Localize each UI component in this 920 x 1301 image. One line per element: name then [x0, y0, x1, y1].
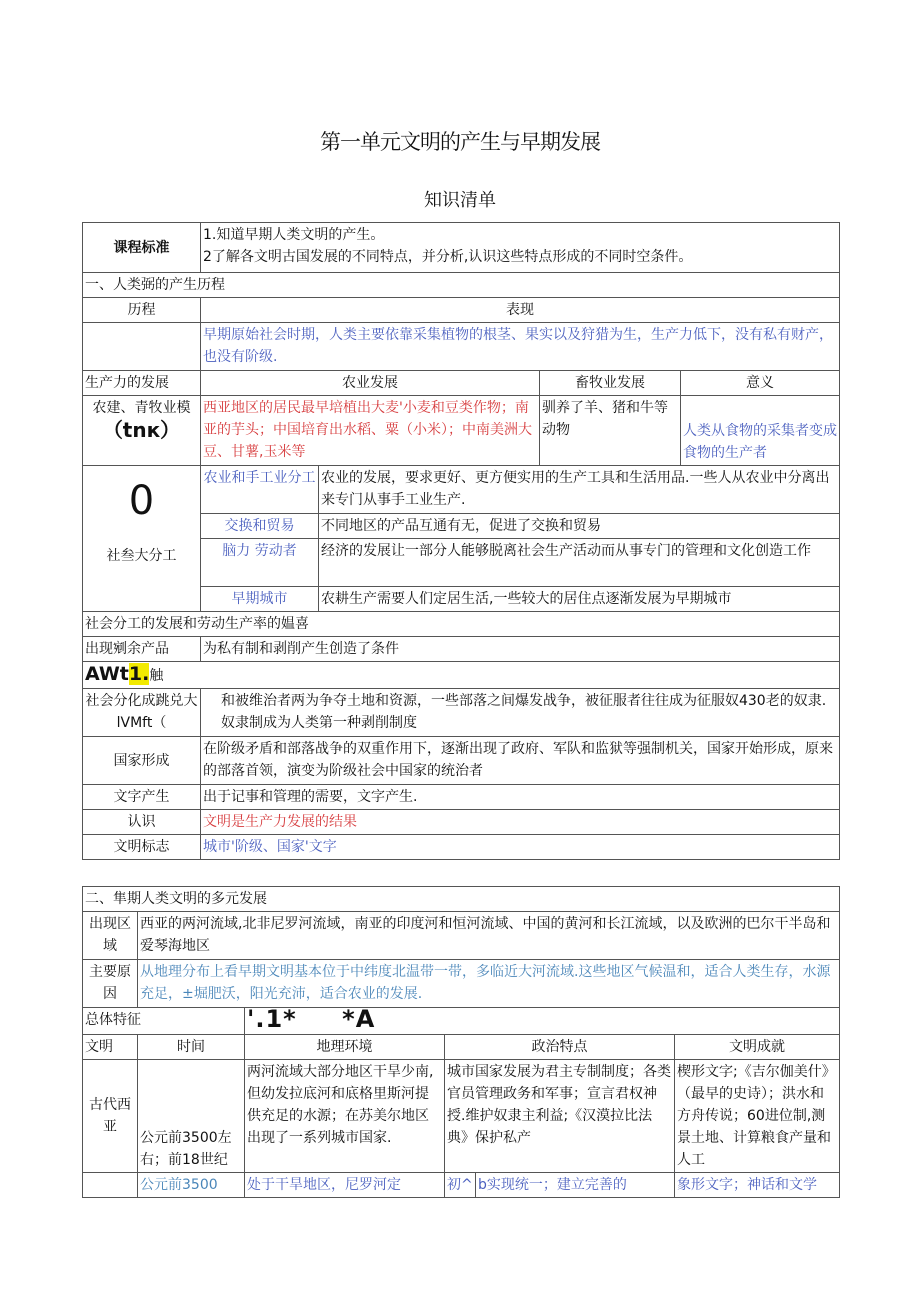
west-asia-name: 古代西亚	[83, 1060, 138, 1173]
egypt-politics: b实现统一；建立完善的	[476, 1173, 675, 1198]
egypt-mid: 初^	[445, 1173, 476, 1198]
agri-label-code: （tnк）	[102, 418, 181, 442]
garbled-row	[83, 662, 840, 689]
section-2-heading: 二、隼期人类文明的多元发展	[83, 887, 840, 912]
west-asia-achievement: 楔形文字;《吉尔伽美什》（最早的史诗）；洪水和方舟传说；60进位制,测景土地、计算粮食产量和人工	[675, 1060, 840, 1173]
class-text: 和被维治者两为争夺土地和资源，一些部落之间爆发战争，被征服者往往成为征服奴430老的奴隶.奴隶制成为人类第一种剥削制度	[201, 689, 840, 737]
knowledge-table-1	[82, 222, 840, 860]
state-text: 在阶级矛盾和部落战争的双重作用下，逐渐出现了政府、军队和监狱等强制机关，国家开始形成，原来的部落首领，演变为阶级社会中国家的统治者	[201, 737, 840, 785]
meaning-text: 人类从食物的采集者变成食物的生产者	[681, 396, 840, 466]
area-text: 西亚的两河流域,北非尼罗河流域，南亚的印度河和恒河流域、中国的黄河和长江流域，以及欧洲的巴尔干半岛和爱琴海地区	[138, 912, 840, 960]
west-asia-time: 公元前3500左右；前18世纪	[138, 1060, 245, 1173]
garbled-mark-b: *A	[342, 1007, 376, 1033]
header-meaning: 意义	[681, 371, 840, 396]
writing-text: 出于记事和管理的需要，文字产生.	[201, 785, 840, 810]
standard-label: 课程标准	[83, 223, 201, 273]
section-1-heading: 一、人类弼的产生历程	[83, 273, 840, 298]
div-text-4: 农耕生产需要人们定居生活,一些较大的居住点逐渐发展为早期城市	[319, 587, 840, 612]
egypt-name-cell	[83, 1173, 138, 1198]
agri-text: 西亚地区的居民最早培植出大麦'小麦和豆类作物；南亚的芋头；中国培育出水稻、粟（小米）；中南美洲大豆、甘薯,玉米等	[201, 396, 540, 466]
writing-label: 文字产生	[83, 785, 201, 810]
productivity-label: 生产力的发展	[83, 371, 201, 396]
standard-text	[201, 223, 840, 273]
division-label: 社叁大分工	[106, 548, 177, 564]
egypt-time: 公元前3500	[138, 1173, 245, 1198]
header-civ: 文明	[83, 1035, 138, 1060]
standard-line-1: 1.知道早期人类文明的产生。	[203, 227, 385, 243]
knowledge-text: 文明是生产力发展的结果	[201, 810, 840, 835]
page-subtitle: 知识清单	[424, 190, 496, 211]
header-achievement: 文明成就	[675, 1035, 840, 1060]
header-geo: 地理环境	[245, 1035, 445, 1060]
mark-text: 城市'阶级、国家'文字	[201, 835, 840, 860]
early-society-text: 早期原始社会时期，人类主要依靠采集植物的根茎、果实以及狩猎为生，生产力低下，没有私有财产，也没有阶级.	[201, 323, 840, 371]
general-label-cell	[83, 1008, 245, 1035]
early-empty-cell	[83, 323, 201, 371]
surplus-label: 出现剜余产品	[83, 637, 201, 662]
area-label: 出现区域	[83, 912, 138, 960]
reason-label: 主要原因	[83, 960, 138, 1008]
knowledge-table-2	[82, 886, 840, 1198]
surplus-text: 为私有制和剥削产生创造了条件	[201, 637, 840, 662]
state-label: 国家形成	[83, 737, 201, 785]
class-label: 社会分化成跳兑大lVMft（	[83, 689, 201, 737]
egypt-achievement: 象形文字；神话和文学	[675, 1173, 840, 1198]
egypt-geo: 处于干旱地区，尼罗河定	[245, 1173, 445, 1198]
div-name-4: 早期城市	[201, 587, 319, 612]
div-name-2: 交换和贸易	[201, 514, 319, 539]
div-text-2: 不同地区的产品互通有无，促进了交换和贸易	[319, 514, 840, 539]
mark-label: 文明标志	[83, 835, 201, 860]
west-asia-geo: 两河流域大部分地区干旱少南,但幼发拉底河和底格里斯河提供充足的水源；在苏美尔地区出现了一系列城市国家.	[245, 1060, 445, 1173]
header-process: 历程	[83, 298, 201, 323]
garbled-char: 触	[149, 668, 164, 684]
div-text-3: 经济的发展让一部分人能够脱离社会生产活动而从事专门的管理和文化创造工作	[319, 539, 840, 587]
west-asia-politics: 城市国家发展为君主专制制度；各类官员管理政务和军事；宣言君权神授.维护奴隶主利益;《汉漠拉比法典》保护私产	[445, 1060, 675, 1173]
header-politics: 政治特点	[445, 1035, 675, 1060]
social-division-row: 社会分工的发展和劳动生产率的媪喜	[83, 612, 840, 637]
header-time: 时间	[138, 1035, 245, 1060]
division-label-cell	[83, 466, 201, 612]
header-animal: 畜牧业发展	[540, 371, 681, 396]
agri-label-cell	[83, 396, 201, 466]
div-name-3: 脑力 劳动者	[201, 539, 319, 587]
page-title: 第一单元文明的产生与早期发展	[320, 130, 600, 154]
div-text-1: 农业的发展，要求更好、更方便实用的生产工具和生活用品.一些人从农业中分离出来专门从事手工业生产.	[319, 466, 840, 514]
general-label: 总体特征	[85, 1012, 141, 1028]
div-name-1: 农业和手工业分工	[201, 466, 319, 514]
header-agriculture: 农业发展	[201, 371, 540, 396]
reason-text: 从地理分布上看早期文明基本位于中纬度北温带一带，多临近大河流域.这些地区气候温和，适合人类生存，水源充足，±堀肥沃，阳光充沛，适合农业的发展.	[138, 960, 840, 1008]
knowledge-label: 认识	[83, 810, 201, 835]
animal-text: 驯养了羊、猪和牛等动物	[540, 396, 681, 466]
garbled-awt: AWt	[85, 663, 129, 685]
agri-label: 农建、青牧业模	[92, 400, 191, 416]
header-performance: 表现	[201, 298, 840, 323]
garbled-mark-a: '.1*	[247, 1007, 297, 1033]
standard-line-2: 2了解各文明古国发展的不同特点，并分析,认识这些特点形成的不同时空条件。	[203, 249, 693, 265]
general-garbled-text	[245, 1008, 840, 1035]
garbled-highlight: 1.	[128, 663, 150, 685]
big-zero-mark: 0	[128, 478, 155, 524]
